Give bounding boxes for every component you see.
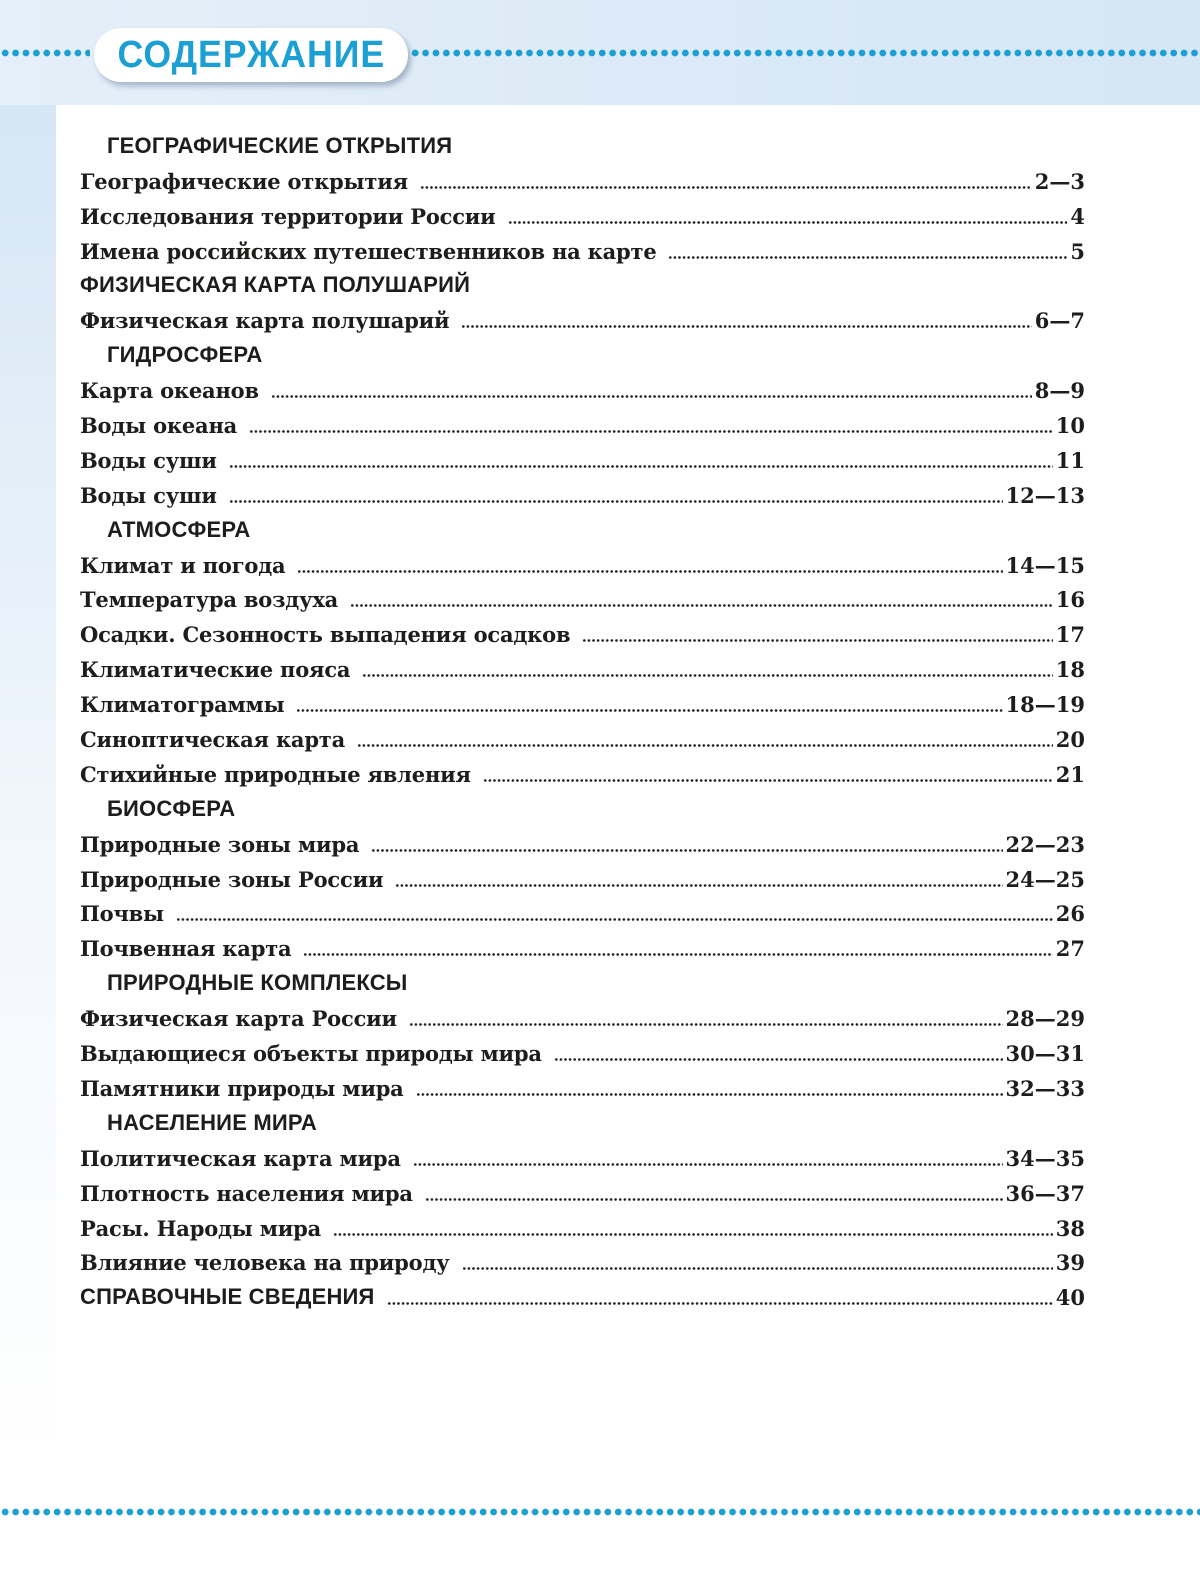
toc-entry[interactable] bbox=[80, 720, 1085, 755]
toc-entry[interactable] bbox=[80, 1034, 1085, 1069]
dot-leader bbox=[371, 849, 1002, 852]
dot-leader bbox=[425, 1198, 1003, 1201]
toc-label: ГЕОГРАФИЧЕСКИЕ ОТКРЫТИЯ bbox=[107, 132, 453, 158]
toc-page-number: 16 bbox=[1055, 587, 1085, 613]
toc-page-number: 14—15 bbox=[1005, 552, 1085, 578]
dot-leader bbox=[333, 1233, 1053, 1236]
toc-entry[interactable] bbox=[80, 162, 1085, 197]
dot-leader bbox=[296, 709, 1002, 712]
toc-label: Выдающиеся объекты природы мира bbox=[80, 1041, 542, 1067]
toc-label: Синоптическая карта bbox=[80, 727, 346, 753]
toc-page-number: 21 bbox=[1055, 761, 1085, 787]
toc-section-heading bbox=[80, 964, 1085, 999]
toc-page-number: 26 bbox=[1055, 901, 1085, 927]
toc-label: Физическая карта России bbox=[80, 1006, 397, 1032]
toc-label: Почвенная карта bbox=[80, 936, 292, 962]
toc-page-number: 27 bbox=[1055, 936, 1085, 962]
toc-label: Природные зоны мира bbox=[80, 831, 360, 857]
toc-label: ФИЗИЧЕСКАЯ КАРТА ПОЛУШАРИЙ bbox=[80, 272, 471, 298]
toc-label: Воды суши bbox=[80, 482, 217, 508]
toc-label: Памятники природы мира bbox=[80, 1075, 404, 1101]
toc-page-number: 12—13 bbox=[1005, 482, 1085, 508]
dot-leader bbox=[303, 953, 1052, 956]
toc-entry[interactable] bbox=[80, 546, 1085, 581]
toc-label: Воды океана bbox=[80, 413, 238, 439]
toc-entry[interactable] bbox=[80, 476, 1085, 511]
toc-section-heading bbox=[80, 127, 1085, 162]
toc-label: Стихийные природные явления bbox=[80, 761, 471, 787]
toc-section-heading bbox=[80, 267, 1085, 302]
toc-page-number: 39 bbox=[1055, 1250, 1085, 1276]
toc-page-number: 34—35 bbox=[1005, 1145, 1085, 1171]
toc-label: СПРАВОЧНЫЕ СВЕДЕНИЯ bbox=[80, 1284, 375, 1310]
toc-page-number: 28—29 bbox=[1005, 1006, 1085, 1032]
toc-page-number: 10 bbox=[1055, 413, 1085, 439]
toc-section-heading bbox=[80, 511, 1085, 546]
dot-leader bbox=[362, 674, 1052, 677]
toc-section-heading bbox=[80, 790, 1085, 825]
toc-entry[interactable] bbox=[80, 301, 1085, 336]
toc-label: БИОСФЕРА bbox=[107, 795, 236, 821]
dot-leader bbox=[229, 500, 1003, 503]
toc-page-number: 11 bbox=[1055, 447, 1085, 473]
toc-label: АТМОСФЕРА bbox=[107, 516, 251, 542]
page-title-badge bbox=[94, 28, 408, 82]
dot-leader bbox=[668, 256, 1067, 259]
toc-page-number: 36—37 bbox=[1005, 1180, 1085, 1206]
toc-entry[interactable] bbox=[80, 581, 1085, 616]
toc-entry[interactable] bbox=[80, 650, 1085, 685]
toc-label: Почвы bbox=[80, 901, 164, 927]
toc-label: Карта океанов bbox=[80, 378, 259, 404]
dot-leader bbox=[461, 325, 1031, 328]
toc-page-number: 32—33 bbox=[1005, 1075, 1085, 1101]
dot-leader bbox=[271, 395, 1032, 398]
dot-leader bbox=[462, 1267, 1053, 1270]
dot-leader bbox=[420, 186, 1032, 189]
dot-leader bbox=[554, 1058, 1003, 1061]
toc-label: Воды суши bbox=[80, 447, 217, 473]
toc-page-number: 6—7 bbox=[1034, 308, 1085, 334]
dot-leader bbox=[409, 1023, 1003, 1026]
toc-label: ГИДРОСФЕРА bbox=[107, 342, 263, 368]
toc-label: Географические открытия bbox=[80, 168, 408, 194]
toc-page-number: 17 bbox=[1055, 622, 1085, 648]
header-dotted-line-right bbox=[410, 47, 1200, 59]
toc-label: Физическая карта полушарий bbox=[80, 308, 450, 334]
toc-label: Природные зоны России bbox=[80, 866, 384, 892]
toc-label: Климатограммы bbox=[80, 692, 285, 718]
toc-page-number: 2—3 bbox=[1034, 168, 1085, 194]
toc-label: Влияние человека на природу bbox=[80, 1250, 450, 1276]
toc-page-number: 22—23 bbox=[1005, 831, 1085, 857]
dot-leader bbox=[229, 465, 1053, 468]
table-of-contents bbox=[80, 127, 1085, 1313]
toc-page-number: 24—25 bbox=[1005, 866, 1085, 892]
dot-leader bbox=[395, 884, 1002, 887]
toc-label: Расы. Народы мира bbox=[80, 1215, 322, 1241]
toc-label: Имена российских путешественников на карте bbox=[80, 238, 657, 264]
dot-leader bbox=[176, 918, 1053, 921]
dot-leader bbox=[387, 1302, 1053, 1305]
toc-page-number: 18—19 bbox=[1005, 692, 1085, 718]
dot-leader bbox=[297, 570, 1002, 573]
toc-entry[interactable] bbox=[80, 860, 1085, 895]
toc-entry[interactable] bbox=[80, 1209, 1085, 1244]
toc-entry[interactable] bbox=[80, 232, 1085, 267]
dot-leader bbox=[350, 604, 1053, 607]
toc-label: НАСЕЛЕНИЕ МИРА bbox=[107, 1109, 317, 1135]
toc-label: Климатические пояса bbox=[80, 657, 351, 683]
toc-entry[interactable] bbox=[80, 929, 1085, 964]
toc-entry[interactable] bbox=[80, 895, 1085, 930]
toc-page-number: 20 bbox=[1055, 727, 1085, 753]
toc-section-heading[interactable] bbox=[80, 1278, 1085, 1313]
toc-page-number: 30—31 bbox=[1005, 1041, 1085, 1067]
left-margin-gradient bbox=[0, 105, 56, 1465]
toc-entry[interactable] bbox=[80, 406, 1085, 441]
toc-label: Исследования территории России bbox=[80, 203, 496, 229]
toc-page-number: 18 bbox=[1055, 657, 1085, 683]
toc-entry[interactable] bbox=[80, 1244, 1085, 1279]
toc-page-number: 5 bbox=[1070, 238, 1085, 264]
toc-label: Осадки. Сезонность выпадения осадков bbox=[80, 622, 571, 648]
dot-leader bbox=[582, 639, 1052, 642]
toc-section-heading bbox=[80, 336, 1085, 371]
toc-label: Климат и погода bbox=[80, 552, 286, 578]
toc-page-number: 8—9 bbox=[1034, 378, 1085, 404]
toc-page-number: 4 bbox=[1070, 203, 1085, 229]
toc-entry[interactable] bbox=[80, 371, 1085, 406]
toc-label: Плотность населения мира bbox=[80, 1180, 413, 1206]
header-dotted-line-left bbox=[0, 47, 90, 59]
toc-page-number: 38 bbox=[1055, 1215, 1085, 1241]
toc-label: ПРИРОДНЫЕ КОМПЛЕКСЫ bbox=[107, 970, 408, 996]
dot-leader bbox=[508, 221, 1068, 224]
toc-entry[interactable] bbox=[80, 197, 1085, 232]
toc-entry[interactable] bbox=[80, 1069, 1085, 1104]
toc-label: Политическая карта мира bbox=[80, 1145, 401, 1171]
dot-leader bbox=[249, 430, 1053, 433]
dot-leader bbox=[483, 779, 1053, 782]
toc-entry[interactable] bbox=[80, 441, 1085, 476]
toc-label: Температура воздуха bbox=[80, 587, 339, 613]
toc-entry[interactable] bbox=[80, 755, 1085, 790]
toc-entry[interactable] bbox=[80, 1139, 1085, 1174]
footer-dotted-line bbox=[0, 1506, 1200, 1518]
page-title: СОДЕРЖАНИЕ bbox=[117, 33, 385, 76]
dot-leader bbox=[416, 1093, 1003, 1096]
toc-entry[interactable] bbox=[80, 1174, 1085, 1209]
dot-leader bbox=[413, 1163, 1003, 1166]
toc-entry[interactable] bbox=[80, 999, 1085, 1034]
dot-leader bbox=[357, 744, 1053, 747]
toc-entry[interactable] bbox=[80, 825, 1085, 860]
toc-entry[interactable] bbox=[80, 685, 1085, 720]
toc-section-heading bbox=[80, 1104, 1085, 1139]
toc-page-number: 40 bbox=[1055, 1285, 1085, 1311]
toc-entry[interactable] bbox=[80, 615, 1085, 650]
